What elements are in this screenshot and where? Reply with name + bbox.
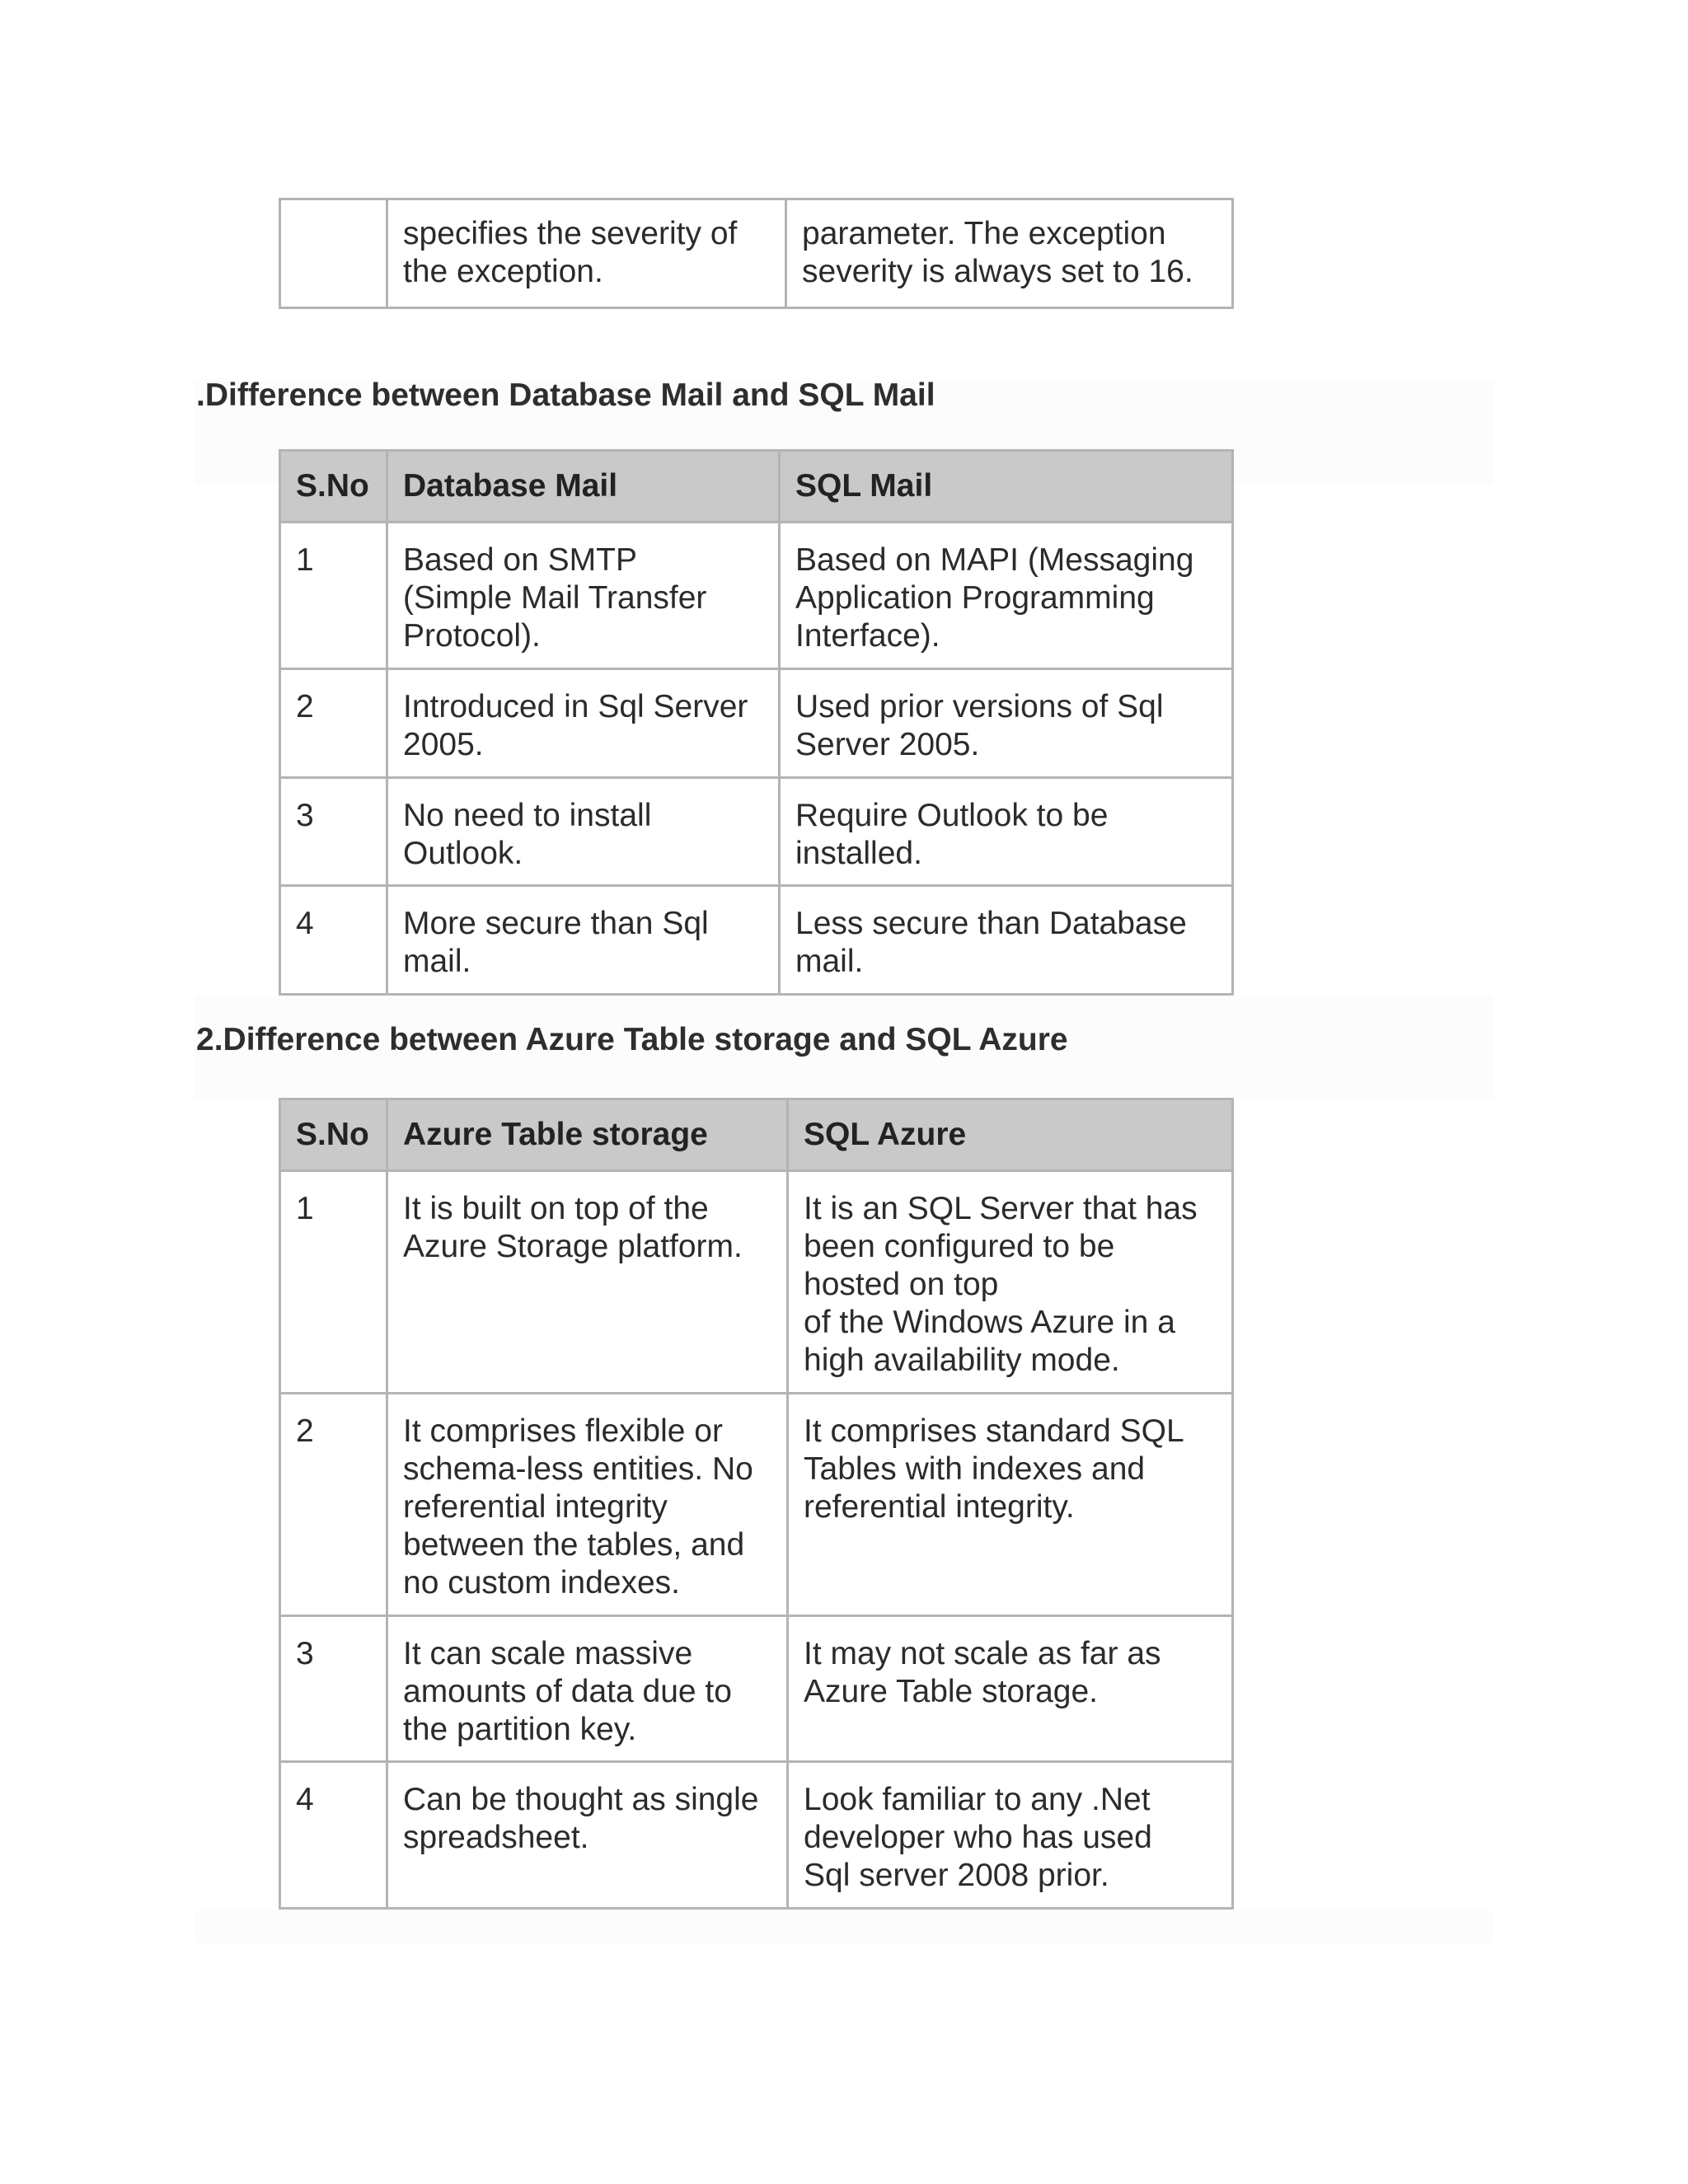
table-header-row [280,451,1233,523]
cell-database-mail: No need to install Outlook. [387,778,780,886]
table-row [280,1762,1233,1909]
mail-comparison-table [279,449,1234,996]
cell-description: specifies the severity of the exception. [387,199,786,308]
cell-sno: 2 [280,669,387,778]
table-row [280,523,1233,669]
cell-sql-mail: Used prior versions of Sql Server 2005. [780,669,1233,778]
cell-azure-table-storage: It comprises flexible or schema-less entities. No referential integrity between the tables, and no custom indexes. [387,1394,788,1616]
continued-table [279,198,1234,309]
cell-database-mail: More secure than Sql mail. [387,886,780,995]
cell-sno [280,199,387,308]
table-row [280,1394,1233,1616]
table-row [280,199,1233,308]
cell-sql-azure: Look familiar to any .Net developer who has used Sql server 2008 prior. [788,1762,1233,1909]
table-row [280,669,1233,778]
header-azure-table-storage: Azure Table storage [387,1099,788,1171]
cell-sql-mail: Less secure than Database mail. [780,886,1233,995]
cell-sno: 4 [280,1762,387,1909]
cell-sql-mail: Require Outlook to be installed. [780,778,1233,886]
header-database-mail: Database Mail [387,451,780,523]
table-header-row [280,1099,1233,1171]
section-heading-mail: .Difference between Database Mail and SQL Mail [196,377,935,413]
header-sql-azure: SQL Azure [788,1099,1233,1171]
table-row [280,886,1233,995]
bottom-band [195,1910,1493,1943]
cell-description: parameter. The exception severity is always set to 16. [786,199,1233,308]
cell-sno: 4 [280,886,387,995]
table-row [280,1616,1233,1762]
section-heading-azure: 2.Difference between Azure Table storage and SQL Azure [196,1022,1068,1057]
cell-azure-table-storage: Can be thought as single spreadsheet. [387,1762,788,1909]
table-row [280,1171,1233,1394]
header-sno: S.No [280,451,387,523]
cell-azure-table-storage: It is built on top of the Azure Storage platform. [387,1171,788,1394]
table-row [280,778,1233,886]
cell-sql-azure: It may not scale as far as Azure Table storage. [788,1616,1233,1762]
azure-comparison-table [279,1098,1234,1910]
cell-sql-azure: It comprises standard SQL Tables with indexes and referential integrity. [788,1394,1233,1616]
cell-database-mail: Based on SMTP (Simple Mail Transfer Protocol). [387,523,780,669]
cell-sno: 3 [280,1616,387,1762]
header-sql-mail: SQL Mail [780,451,1233,523]
header-sno: S.No [280,1099,387,1171]
cell-sql-mail: Based on MAPI (Messaging Application Programming Interface). [780,523,1233,669]
cell-sno: 1 [280,1171,387,1394]
cell-azure-table-storage: It can scale massive amounts of data due to the partition key. [387,1616,788,1762]
cell-database-mail: Introduced in Sql Server 2005. [387,669,780,778]
cell-sno: 3 [280,778,387,886]
cell-sql-azure: It is an SQL Server that has been configured to be hosted on top of the Windows Azure in a high availability mode. [788,1171,1233,1394]
cell-sno: 1 [280,523,387,669]
cell-sno: 2 [280,1394,387,1616]
